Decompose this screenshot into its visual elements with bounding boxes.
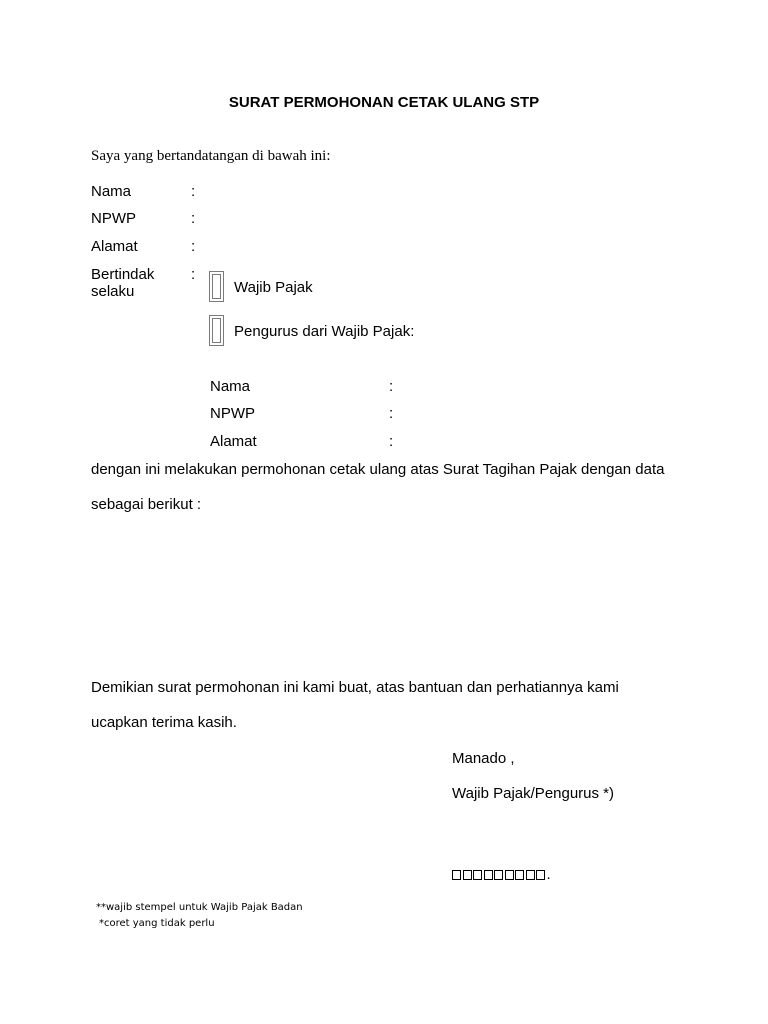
field-colon-bertindak: :: [191, 266, 196, 283]
request-text-line1: dengan ini melakukan permohonan cetak ulang atas Surat Tagihan Pajak dengan data: [91, 461, 665, 478]
closing-text-line1: Demikian surat permohonan ini kami buat, atas bantuan dan perhatiannya kami: [91, 679, 619, 696]
sub-field-label-alamat: Alamat: [210, 433, 257, 450]
placeholder-box: [505, 870, 514, 880]
request-text-line2: sebagai berikut :: [91, 496, 202, 513]
placeholder-box: [463, 870, 472, 880]
field-colon-nama: :: [191, 183, 196, 200]
sub-field-colon-npwp: :: [389, 405, 394, 422]
placeholder-box: [494, 870, 503, 880]
sub-field-colon-alamat: :: [389, 433, 394, 450]
placeholder-box: [484, 870, 493, 880]
sub-field-label-nama: Nama: [210, 378, 251, 395]
field-label-bertindak: Bertindak selaku: [91, 266, 155, 300]
placeholder-box: [536, 870, 545, 880]
option-label-pengurus: Pengurus dari Wajib Pajak:: [234, 323, 415, 340]
sub-field-label-npwp: NPWP: [210, 405, 255, 422]
field-label-alamat: Alamat: [91, 238, 138, 255]
field-colon-alamat: :: [191, 238, 196, 255]
checkbox-pengurus[interactable]: [209, 315, 224, 346]
document-title: SURAT PERMOHONAN CETAK ULANG STP: [228, 94, 540, 111]
field-label-npwp: NPWP: [91, 210, 136, 227]
placeholder-box: [452, 870, 461, 880]
signature-name-placeholder: [452, 866, 551, 884]
footnote-stempel: **wajib stempel untuk Wajib Pajak Badan: [96, 902, 303, 913]
sub-field-colon-nama: :: [389, 378, 394, 395]
placeholder-box: [515, 870, 524, 880]
closing-text-line2: ucapkan terima kasih.: [91, 714, 237, 731]
placeholder-box: [526, 870, 535, 880]
field-colon-npwp: :: [191, 210, 196, 227]
signature-dot: .: [546, 866, 551, 883]
intro-text: Saya yang bertandatangan di bawah ini:: [91, 148, 331, 164]
footnote-coret: *coret yang tidak perlu: [99, 918, 215, 929]
option-label-wajib-pajak: Wajib Pajak: [234, 279, 313, 296]
checkbox-wajib-pajak[interactable]: [209, 271, 224, 302]
place-date: Manado ,: [452, 750, 515, 767]
placeholder-box: [473, 870, 482, 880]
field-label-nama: Nama: [91, 183, 132, 200]
signer-role: Wajib Pajak/Pengurus *): [452, 785, 615, 802]
